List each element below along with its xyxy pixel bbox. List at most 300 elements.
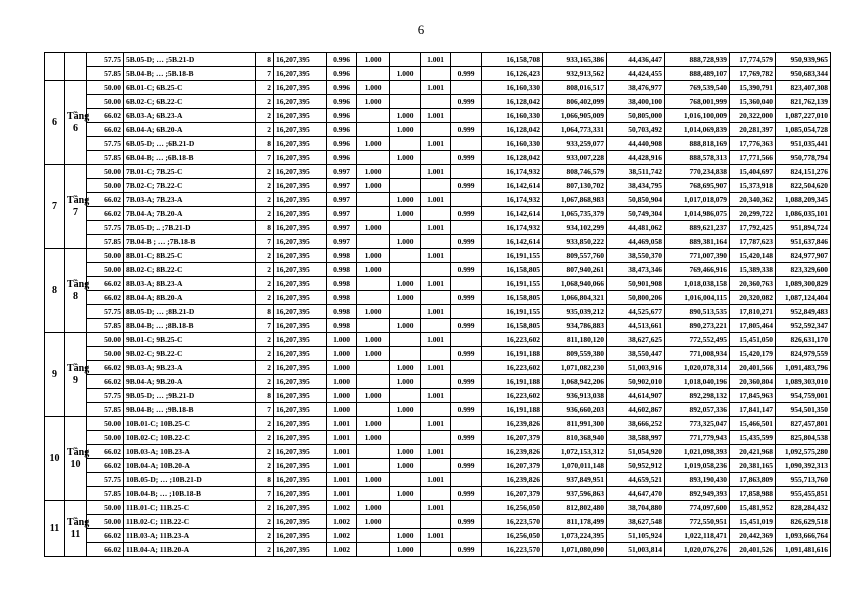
cell-coef-a: 1.000 xyxy=(357,333,390,347)
cell-price-excl-vat: 1,067,868,983 xyxy=(543,193,607,207)
cell-coef-d xyxy=(451,529,482,543)
cell-total-price: 954,501,350 xyxy=(776,403,831,417)
cell-coef-b xyxy=(390,417,421,431)
cell-base-price: 16,207,395 xyxy=(274,417,327,431)
cell-floor-coef: 0.997 xyxy=(327,221,357,235)
cell-coef-d: 0.999 xyxy=(451,123,482,137)
cell-unit-price: 16,207,379 xyxy=(482,459,543,473)
cell-vat: 15,373,918 xyxy=(730,179,776,193)
cell-maintenance-fee: 38,627,548 xyxy=(607,515,665,529)
cell-price-excl-vat: 806,402,099 xyxy=(543,95,607,109)
cell-unit-codes: 11B.04-A; 11B.20-A xyxy=(124,543,256,557)
cell-unit-count: 8 xyxy=(256,53,274,67)
cell-price-excl-vat: 812,802,480 xyxy=(543,501,607,515)
cell-vat: 17,769,782 xyxy=(730,67,776,81)
cell-coef-a: 1.000 xyxy=(357,249,390,263)
cell-coef-a: 1.000 xyxy=(357,95,390,109)
cell-price-excl-vat: 935,039,212 xyxy=(543,305,607,319)
cell-base-price: 16,207,395 xyxy=(274,249,327,263)
cell-unit-count: 7 xyxy=(256,151,274,165)
table-row xyxy=(45,193,831,207)
cell-total-price: 824,979,559 xyxy=(776,347,831,361)
cell-price-excl-vat: 1,068,940,066 xyxy=(543,277,607,291)
cell-area: 66.02 xyxy=(87,445,124,459)
cell-base-price: 16,207,395 xyxy=(274,263,327,277)
cell-area: 57.85 xyxy=(87,67,124,81)
cell-land-value: 1,021,098,393 xyxy=(665,445,730,459)
cell-unit-count: 2 xyxy=(256,347,274,361)
cell-maintenance-fee: 50,850,904 xyxy=(607,193,665,207)
cell-coef-c: 1.001 xyxy=(421,305,451,319)
cell-unit-price: 16,128,042 xyxy=(482,95,543,109)
cell-unit-count: 7 xyxy=(256,403,274,417)
cell-base-price: 16,207,395 xyxy=(274,319,327,333)
cell-coef-c xyxy=(421,347,451,361)
cell-total-price: 1,085,054,728 xyxy=(776,123,831,137)
cell-area: 50.00 xyxy=(87,81,124,95)
cell-vat: 15,481,952 xyxy=(730,501,776,515)
cell-maintenance-fee: 50,901,908 xyxy=(607,277,665,291)
floor-number: 11 xyxy=(45,501,65,557)
cell-coef-b: 1.000 xyxy=(390,151,421,165)
cell-vat: 15,420,179 xyxy=(730,347,776,361)
cell-area: 66.02 xyxy=(87,543,124,557)
cell-total-price: 823,407,308 xyxy=(776,81,831,95)
cell-maintenance-fee: 44,440,908 xyxy=(607,137,665,151)
floor-name: Tầng 9 xyxy=(65,333,87,417)
cell-coef-c: 1.001 xyxy=(421,417,451,431)
cell-unit-price: 16,142,614 xyxy=(482,235,543,249)
cell-maintenance-fee: 38,434,795 xyxy=(607,179,665,193)
cell-coef-a xyxy=(357,123,390,137)
cell-area: 50.00 xyxy=(87,165,124,179)
cell-land-value: 890,273,221 xyxy=(665,319,730,333)
cell-unit-codes: 10B.01-C; 10B.25-C xyxy=(124,417,256,431)
cell-area: 50.00 xyxy=(87,95,124,109)
cell-floor-coef: 1.000 xyxy=(327,403,357,417)
cell-base-price: 16,207,395 xyxy=(274,207,327,221)
cell-area: 57.75 xyxy=(87,473,124,487)
cell-floor-coef: 0.996 xyxy=(327,95,357,109)
cell-unit-codes: 9B.03-A; 9B.23-A xyxy=(124,361,256,375)
cell-price-excl-vat: 933,007,228 xyxy=(543,151,607,165)
cell-area: 66.02 xyxy=(87,277,124,291)
cell-vat: 17,774,579 xyxy=(730,53,776,67)
cell-floor-coef: 1.002 xyxy=(327,529,357,543)
cell-coef-a: 1.000 xyxy=(357,431,390,445)
cell-floor-coef: 1.001 xyxy=(327,445,357,459)
cell-coef-c: 1.001 xyxy=(421,109,451,123)
table-row xyxy=(45,151,831,165)
cell-coef-c xyxy=(421,207,451,221)
cell-coef-d xyxy=(451,305,482,319)
cell-coef-d xyxy=(451,137,482,151)
cell-vat: 15,404,697 xyxy=(730,165,776,179)
cell-floor-coef: 0.997 xyxy=(327,207,357,221)
cell-area: 66.02 xyxy=(87,529,124,543)
cell-land-value: 888,728,939 xyxy=(665,53,730,67)
cell-coef-b: 1.000 xyxy=(390,277,421,291)
cell-coef-d xyxy=(451,333,482,347)
table-row xyxy=(45,165,831,179)
cell-unit-codes: 7B.01-C; 7B.25-C xyxy=(124,165,256,179)
cell-price-excl-vat: 936,913,038 xyxy=(543,389,607,403)
cell-coef-b: 1.000 xyxy=(390,291,421,305)
cell-coef-c: 1.001 xyxy=(421,165,451,179)
cell-maintenance-fee: 38,550,447 xyxy=(607,347,665,361)
cell-coef-c: 1.001 xyxy=(421,445,451,459)
cell-area: 50.00 xyxy=(87,347,124,361)
cell-unit-codes: 8B.01-C; 8B.25-C xyxy=(124,249,256,263)
cell-coef-a: 1.000 xyxy=(357,515,390,529)
cell-coef-b: 1.000 xyxy=(390,529,421,543)
cell-coef-d xyxy=(451,473,482,487)
cell-unit-price: 16,191,188 xyxy=(482,375,543,389)
cell-coef-a: 1.000 xyxy=(357,165,390,179)
cell-total-price: 822,504,620 xyxy=(776,179,831,193)
cell-area: 57.75 xyxy=(87,305,124,319)
table-row xyxy=(45,375,831,389)
cell-coef-c xyxy=(421,319,451,333)
cell-coef-d: 0.999 xyxy=(451,347,482,361)
cell-floor-coef: 1.001 xyxy=(327,473,357,487)
cell-floor-coef: 1.000 xyxy=(327,347,357,361)
table-row xyxy=(45,235,831,249)
cell-total-price: 951,894,724 xyxy=(776,221,831,235)
cell-coef-c: 1.001 xyxy=(421,501,451,515)
table-row xyxy=(45,529,831,543)
cell-unit-price: 16,174,932 xyxy=(482,193,543,207)
cell-unit-codes: 6B.04-A; 6B.20-A xyxy=(124,123,256,137)
cell-unit-price: 16,223,602 xyxy=(482,333,543,347)
cell-unit-codes: 8B.04-A; 8B.20-A xyxy=(124,291,256,305)
cell-coef-a xyxy=(357,459,390,473)
cell-unit-price: 16,160,330 xyxy=(482,109,543,123)
cell-maintenance-fee: 38,666,252 xyxy=(607,417,665,431)
floor-number xyxy=(45,53,65,81)
cell-coef-c: 1.001 xyxy=(421,277,451,291)
cell-base-price: 16,207,395 xyxy=(274,151,327,165)
cell-floor-coef: 0.998 xyxy=(327,319,357,333)
cell-base-price: 16,207,395 xyxy=(274,53,327,67)
cell-unit-price: 16,191,155 xyxy=(482,249,543,263)
cell-coef-c xyxy=(421,151,451,165)
cell-total-price: 1,088,209,345 xyxy=(776,193,831,207)
cell-maintenance-fee: 38,627,625 xyxy=(607,333,665,347)
cell-floor-coef: 0.996 xyxy=(327,109,357,123)
cell-total-price: 950,778,794 xyxy=(776,151,831,165)
cell-total-price: 1,093,666,764 xyxy=(776,529,831,543)
cell-maintenance-fee: 50,952,912 xyxy=(607,459,665,473)
page-number: 6 xyxy=(417,22,425,37)
cell-floor-coef: 0.997 xyxy=(327,165,357,179)
cell-unit-codes: 8B.04-B; … ;8B.18-B xyxy=(124,319,256,333)
table-row xyxy=(45,361,831,375)
cell-coef-c: 1.001 xyxy=(421,249,451,263)
cell-coef-b xyxy=(390,249,421,263)
cell-unit-count: 8 xyxy=(256,221,274,235)
cell-unit-codes: 6B.02-C; 6B.22-C xyxy=(124,95,256,109)
cell-coef-c: 1.001 xyxy=(421,361,451,375)
cell-coef-a: 1.000 xyxy=(357,305,390,319)
cell-unit-count: 2 xyxy=(256,249,274,263)
cell-vat: 15,435,599 xyxy=(730,431,776,445)
cell-unit-count: 2 xyxy=(256,333,274,347)
cell-land-value: 1,018,038,158 xyxy=(665,277,730,291)
cell-coef-c xyxy=(421,291,451,305)
cell-area: 50.00 xyxy=(87,179,124,193)
cell-coef-b xyxy=(390,221,421,235)
cell-coef-a xyxy=(357,67,390,81)
table-row xyxy=(45,431,831,445)
cell-unit-codes: 11B.01-C; 11B.25-C xyxy=(124,501,256,515)
cell-unit-price: 16,239,826 xyxy=(482,473,543,487)
cell-area: 50.00 xyxy=(87,417,124,431)
cell-price-excl-vat: 1,073,224,395 xyxy=(543,529,607,543)
cell-vat: 17,863,809 xyxy=(730,473,776,487)
floor-name: Tầng 10 xyxy=(65,417,87,501)
floor-number: 7 xyxy=(45,165,65,249)
cell-unit-price: 16,174,932 xyxy=(482,165,543,179)
cell-land-value: 889,381,164 xyxy=(665,235,730,249)
cell-floor-coef: 1.001 xyxy=(327,487,357,501)
cell-coef-d xyxy=(451,249,482,263)
table-row xyxy=(45,249,831,263)
cell-total-price: 1,090,392,313 xyxy=(776,459,831,473)
cell-unit-price: 16,160,330 xyxy=(482,81,543,95)
cell-coef-d: 0.999 xyxy=(451,207,482,221)
cell-unit-price: 16,128,042 xyxy=(482,151,543,165)
cell-total-price: 821,762,139 xyxy=(776,95,831,109)
cell-coef-a: 1.000 xyxy=(357,81,390,95)
cell-unit-price: 16,142,614 xyxy=(482,179,543,193)
cell-maintenance-fee: 44,525,677 xyxy=(607,305,665,319)
cell-floor-coef: 0.996 xyxy=(327,81,357,95)
cell-total-price: 955,713,760 xyxy=(776,473,831,487)
cell-base-price: 16,207,395 xyxy=(274,347,327,361)
price-table-container xyxy=(44,52,830,557)
floor-name: Tầng 6 xyxy=(65,81,87,165)
cell-unit-price: 16,256,050 xyxy=(482,501,543,515)
cell-unit-price: 16,174,932 xyxy=(482,221,543,235)
cell-maintenance-fee: 44,602,867 xyxy=(607,403,665,417)
cell-coef-b: 1.000 xyxy=(390,207,421,221)
cell-coef-d: 0.999 xyxy=(451,235,482,249)
cell-total-price: 1,091,483,796 xyxy=(776,361,831,375)
cell-price-excl-vat: 810,368,940 xyxy=(543,431,607,445)
cell-coef-b: 1.000 xyxy=(390,123,421,137)
cell-unit-price: 16,191,155 xyxy=(482,305,543,319)
cell-land-value: 893,190,430 xyxy=(665,473,730,487)
cell-maintenance-fee: 38,588,997 xyxy=(607,431,665,445)
cell-land-value: 888,818,169 xyxy=(665,137,730,151)
cell-land-value: 1,014,986,075 xyxy=(665,207,730,221)
table-row xyxy=(45,207,831,221)
table-row xyxy=(45,291,831,305)
cell-area: 57.75 xyxy=(87,53,124,67)
cell-price-excl-vat: 934,102,299 xyxy=(543,221,607,235)
cell-land-value: 892,949,393 xyxy=(665,487,730,501)
table-row xyxy=(45,515,831,529)
cell-vat: 17,841,147 xyxy=(730,403,776,417)
table-row xyxy=(45,487,831,501)
table-row xyxy=(45,347,831,361)
cell-vat: 17,845,963 xyxy=(730,389,776,403)
cell-maintenance-fee: 50,800,206 xyxy=(607,291,665,305)
cell-price-excl-vat: 937,849,951 xyxy=(543,473,607,487)
cell-coef-a xyxy=(357,403,390,417)
cell-unit-count: 2 xyxy=(256,543,274,557)
cell-coef-d: 0.999 xyxy=(451,319,482,333)
floor-name: Tầng 8 xyxy=(65,249,87,333)
cell-unit-count: 2 xyxy=(256,459,274,473)
cell-total-price: 825,804,538 xyxy=(776,431,831,445)
cell-unit-count: 2 xyxy=(256,123,274,137)
cell-base-price: 16,207,395 xyxy=(274,501,327,515)
cell-area: 50.00 xyxy=(87,431,124,445)
cell-total-price: 1,087,227,010 xyxy=(776,109,831,123)
cell-maintenance-fee: 38,550,370 xyxy=(607,249,665,263)
cell-coef-d xyxy=(451,445,482,459)
cell-land-value: 1,018,040,196 xyxy=(665,375,730,389)
cell-coef-b: 1.000 xyxy=(390,375,421,389)
cell-price-excl-vat: 1,064,773,331 xyxy=(543,123,607,137)
cell-price-excl-vat: 1,071,082,230 xyxy=(543,361,607,375)
cell-area: 66.02 xyxy=(87,291,124,305)
cell-coef-c xyxy=(421,543,451,557)
cell-unit-count: 2 xyxy=(256,501,274,515)
cell-base-price: 16,207,395 xyxy=(274,403,327,417)
cell-vat: 15,420,148 xyxy=(730,249,776,263)
cell-maintenance-fee: 38,473,346 xyxy=(607,263,665,277)
cell-coef-b xyxy=(390,305,421,319)
cell-base-price: 16,207,395 xyxy=(274,473,327,487)
cell-maintenance-fee: 44,469,058 xyxy=(607,235,665,249)
cell-unit-count: 8 xyxy=(256,137,274,151)
cell-land-value: 771,007,390 xyxy=(665,249,730,263)
cell-base-price: 16,207,395 xyxy=(274,445,327,459)
cell-total-price: 826,631,170 xyxy=(776,333,831,347)
cell-vat: 20,360,763 xyxy=(730,277,776,291)
cell-base-price: 16,207,395 xyxy=(274,291,327,305)
cell-coef-c: 1.001 xyxy=(421,53,451,67)
cell-unit-codes: 8B.02-C; 8B.22-C xyxy=(124,263,256,277)
cell-vat: 15,451,019 xyxy=(730,515,776,529)
cell-coef-a: 1.000 xyxy=(357,417,390,431)
table-row xyxy=(45,179,831,193)
cell-coef-b: 1.000 xyxy=(390,361,421,375)
cell-coef-b xyxy=(390,333,421,347)
cell-coef-b xyxy=(390,347,421,361)
cell-unit-codes: 9B.04-A; 9B.20-A xyxy=(124,375,256,389)
cell-unit-codes: 7B.03-A; 7B.23-A xyxy=(124,193,256,207)
cell-price-excl-vat: 1,066,905,009 xyxy=(543,109,607,123)
cell-unit-codes: 9B.05-D; … ;9B.21-D xyxy=(124,389,256,403)
cell-coef-c: 1.001 xyxy=(421,529,451,543)
cell-area: 50.00 xyxy=(87,333,124,347)
cell-coef-c: 1.001 xyxy=(421,473,451,487)
cell-floor-coef: 1.001 xyxy=(327,417,357,431)
table-row xyxy=(45,221,831,235)
cell-unit-price: 16,191,155 xyxy=(482,277,543,291)
table-row xyxy=(45,389,831,403)
table-row xyxy=(45,81,831,95)
cell-floor-coef: 1.001 xyxy=(327,431,357,445)
cell-price-excl-vat: 1,071,080,090 xyxy=(543,543,607,557)
cell-coef-d xyxy=(451,277,482,291)
cell-unit-codes: 7B.04-A; 7B.20-A xyxy=(124,207,256,221)
cell-maintenance-fee: 38,400,100 xyxy=(607,95,665,109)
cell-vat: 17,810,271 xyxy=(730,305,776,319)
cell-maintenance-fee: 44,647,470 xyxy=(607,487,665,501)
cell-coef-b: 1.000 xyxy=(390,193,421,207)
cell-unit-codes: 5B.05-D; … ;5B.21-D xyxy=(124,53,256,67)
cell-maintenance-fee: 44,428,916 xyxy=(607,151,665,165)
cell-area: 66.02 xyxy=(87,459,124,473)
cell-area: 66.02 xyxy=(87,361,124,375)
cell-price-excl-vat: 933,165,386 xyxy=(543,53,607,67)
cell-total-price: 827,457,801 xyxy=(776,417,831,431)
cell-unit-codes: 9B.04-B; … ;9B.18-B xyxy=(124,403,256,417)
cell-area: 57.85 xyxy=(87,319,124,333)
cell-floor-coef: 0.996 xyxy=(327,53,357,67)
cell-price-excl-vat: 809,557,760 xyxy=(543,249,607,263)
cell-unit-price: 16,223,570 xyxy=(482,543,543,557)
cell-total-price: 1,091,481,616 xyxy=(776,543,831,557)
cell-land-value: 769,466,916 xyxy=(665,263,730,277)
cell-coef-d xyxy=(451,221,482,235)
cell-unit-codes: 10B.04-A; 10B.20-A xyxy=(124,459,256,473)
cell-coef-d: 0.999 xyxy=(451,543,482,557)
cell-base-price: 16,207,395 xyxy=(274,459,327,473)
cell-price-excl-vat: 933,259,077 xyxy=(543,137,607,151)
cell-unit-codes: 10B.02-C; 10B.22-C xyxy=(124,431,256,445)
cell-unit-codes: 6B.04-B; … ;6B.18-B xyxy=(124,151,256,165)
cell-unit-codes: 7B.02-C; 7B.22-C xyxy=(124,179,256,193)
cell-base-price: 16,207,395 xyxy=(274,305,327,319)
cell-price-excl-vat: 1,065,735,379 xyxy=(543,207,607,221)
cell-base-price: 16,207,395 xyxy=(274,375,327,389)
cell-coef-b xyxy=(390,179,421,193)
cell-coef-a xyxy=(357,207,390,221)
cell-coef-c: 1.001 xyxy=(421,137,451,151)
cell-land-value: 892,057,336 xyxy=(665,403,730,417)
cell-total-price: 826,629,518 xyxy=(776,515,831,529)
cell-floor-coef: 0.998 xyxy=(327,277,357,291)
cell-unit-count: 2 xyxy=(256,81,274,95)
cell-unit-count: 2 xyxy=(256,263,274,277)
floor-number: 9 xyxy=(45,333,65,417)
cell-unit-codes: 10B.03-A; 10B.23-A xyxy=(124,445,256,459)
cell-area: 66.02 xyxy=(87,123,124,137)
cell-coef-b: 1.000 xyxy=(390,319,421,333)
cell-coef-d xyxy=(451,165,482,179)
table-row xyxy=(45,277,831,291)
cell-coef-d: 0.999 xyxy=(451,431,482,445)
cell-coef-c xyxy=(421,375,451,389)
cell-coef-c: 1.001 xyxy=(421,333,451,347)
cell-unit-price: 16,256,050 xyxy=(482,529,543,543)
cell-vat: 15,390,791 xyxy=(730,81,776,95)
cell-unit-price: 16,191,188 xyxy=(482,403,543,417)
cell-floor-coef: 0.996 xyxy=(327,67,357,81)
cell-land-value: 1,016,004,115 xyxy=(665,291,730,305)
cell-coef-b xyxy=(390,137,421,151)
cell-vat: 20,299,722 xyxy=(730,207,776,221)
cell-maintenance-fee: 44,481,062 xyxy=(607,221,665,235)
cell-price-excl-vat: 1,072,153,312 xyxy=(543,445,607,459)
cell-price-excl-vat: 1,066,804,321 xyxy=(543,291,607,305)
